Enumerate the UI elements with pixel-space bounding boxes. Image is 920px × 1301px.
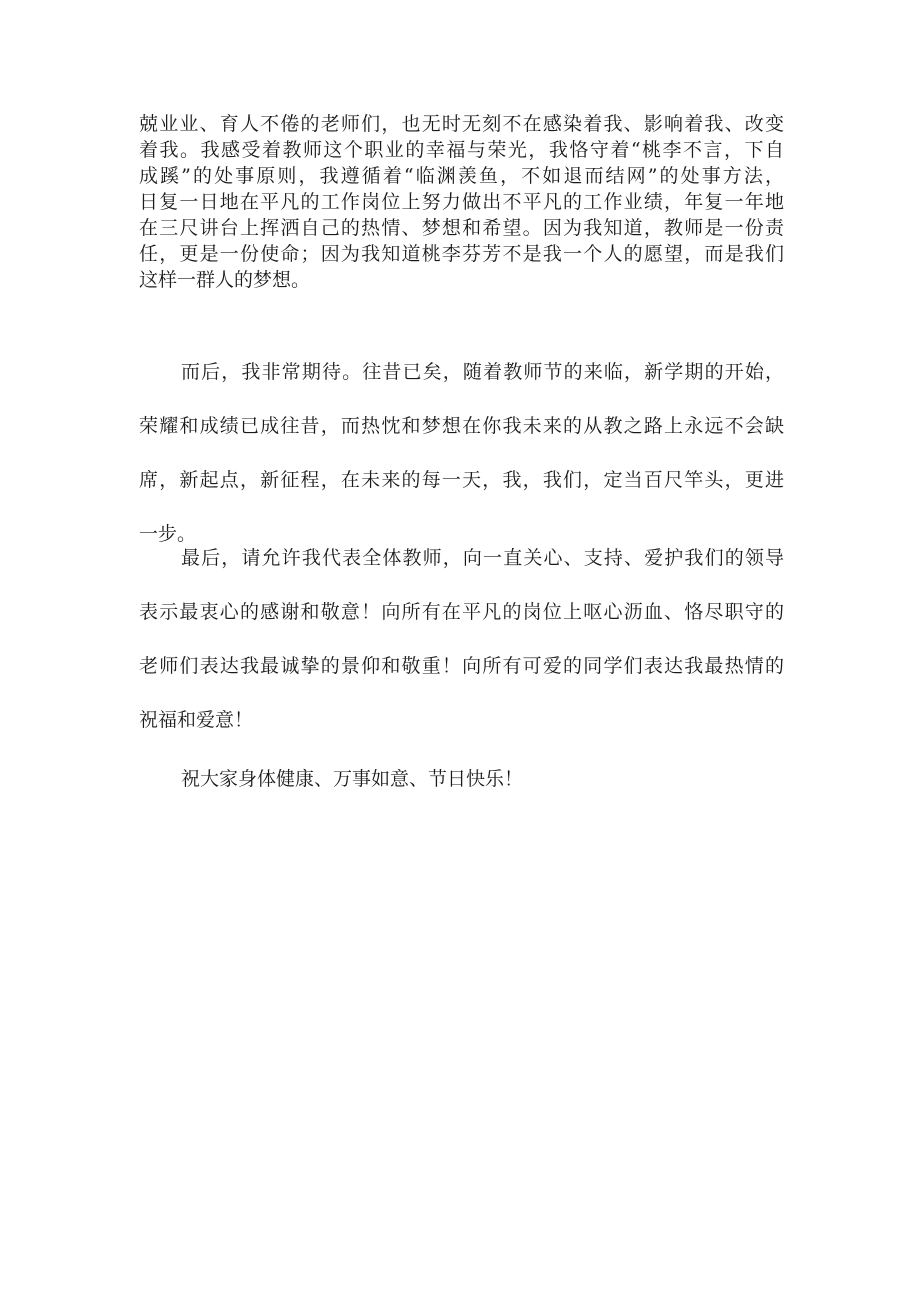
paragraph-line: 任，更是一份使命；因为我知道桃李芬芳不是我一个人的愿望，而是我们 <box>139 243 784 265</box>
paragraph-line: 这样一群人的梦想。 <box>139 269 311 291</box>
paragraph-expectation <box>139 345 784 561</box>
paragraph-line: 着我。我感受着教师这个职业的幸福与荣光，我恪守着“桃李不言，下自 <box>139 139 784 161</box>
paragraph-line: 表示最衷心的感谢和敬意！向所有在平凡的岗位上呕心沥血、恪尽职守的 <box>139 601 784 623</box>
paragraph-line: 成蹊”的处事原则，我遵循着“临渊羡鱼，不如退而结网”的处事方法， <box>139 165 784 187</box>
paragraph-line: 而后，我非常期待。往昔已矣，随着教师节的来临，新学期的开始， <box>181 361 784 383</box>
paragraph-line: 在三尺讲台上挥洒自己的热情、梦想和希望。因为我知道，教师是一份责 <box>139 217 784 239</box>
paragraph-line: 老师们表达我最诚挚的景仰和敬重！向所有可爱的同学们表达我最热情的 <box>139 655 784 677</box>
paragraph-wishes <box>139 752 784 806</box>
paragraph-line: 席，新起点，新征程，在未来的每一天，我，我们，定当百尺竿头，更进 <box>139 469 784 491</box>
paragraph-gratitude <box>139 531 784 747</box>
paragraph-line: 一步。 <box>139 523 197 545</box>
paragraph-line: 最后，请允许我代表全体教师，向一直关心、支持、爱护我们的领导 <box>181 547 784 569</box>
paragraph-dedication <box>139 111 784 293</box>
paragraph-line: 日复一日地在平凡的工作岗位上努力做出不平凡的工作业绩，年复一年地 <box>139 191 784 213</box>
paragraph-line: 祝福和爱意！ <box>139 709 254 731</box>
paragraph-line: 祝大家身体健康、万事如意、节日快乐！ <box>181 768 524 790</box>
paragraph-line: 荣耀和成绩已成往昔，而热忱和梦想在你我未来的从教之路上永远不会缺 <box>139 415 784 437</box>
paragraph-line: 兢业业、育人不倦的老师们，也无时无刻不在感染着我、影响着我、改变 <box>139 113 784 135</box>
